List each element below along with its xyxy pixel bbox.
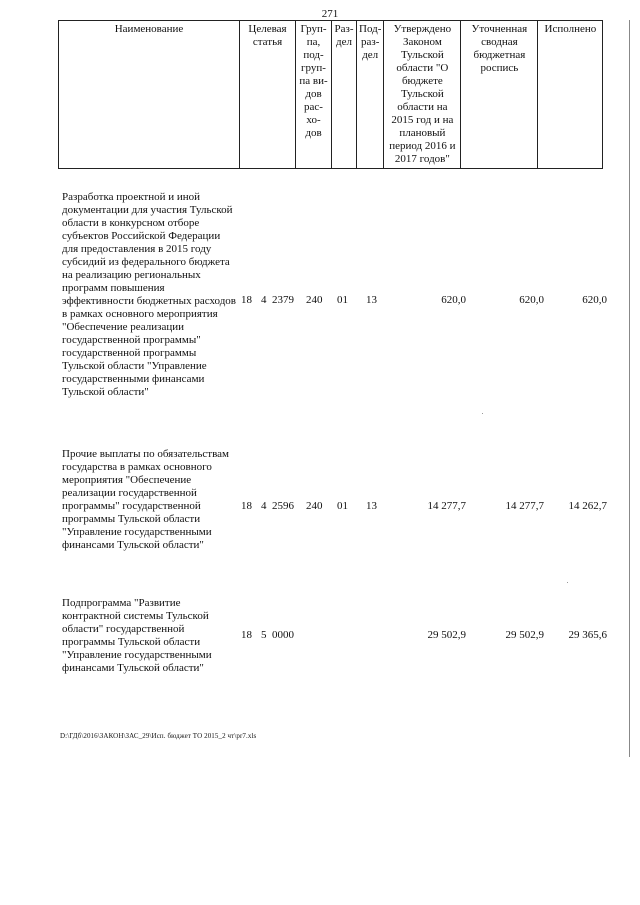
row-refined: 14 277,7 xyxy=(505,500,544,512)
header-group: Груп- па, под- груп- па ви- дов рас- хо- дов xyxy=(296,21,332,169)
scan-speck xyxy=(482,413,483,414)
row-section: 01 xyxy=(337,500,348,512)
header-executed: Исполнено xyxy=(538,21,603,169)
header-subsection: Под- раз- дел xyxy=(357,21,384,169)
row-refined: 29 502,9 xyxy=(505,629,544,641)
row-name: Подпрограмма "Развитие контрактной системы Тульской области" государственной программы Тульской области "Управление государственными финансами Тульской области" xyxy=(62,597,212,674)
header-target: Целевая статья xyxy=(240,21,296,169)
row-name: Разработка проектной и иной документации для участия Тульской области в конкурсном отборе субъектов Российской Федерации для предоставления в 2015 году субсидий из федерального бюджета на реализацию региональных программ повышения эффективности бюджетных расходов в рамках основного мероприятия "Обеспечение реализации государственной программы" государственной программы Тульской области "Управление государственными финансами Тульской области" xyxy=(62,191,237,398)
row-name: Прочие выплаты по обязательствам государства в рамках основного мероприятия "Обеспечение реализации государственной программы" государственной программы Тульской области "Управление государственными финансами Тульской области" xyxy=(62,448,229,551)
row-group: 240 xyxy=(306,500,323,512)
file-path-footer: D:\ГДб\2016\ЗАКОН\ЗАС_29\Исп. бюджет ТО 2015_2 чт\pr7.xls xyxy=(60,732,257,740)
row-group: 240 xyxy=(306,294,323,306)
row-target-b: 4 xyxy=(261,294,267,306)
row-approved: 14 277,7 xyxy=(427,500,466,512)
row-executed: 14 262,7 xyxy=(568,500,607,512)
row-subsection: 13 xyxy=(366,500,377,512)
scan-speck xyxy=(567,582,568,583)
row-target-a: 18 xyxy=(241,500,252,512)
row-approved: 620,0 xyxy=(441,294,466,306)
row-refined: 620,0 xyxy=(519,294,544,306)
page-number: 271 xyxy=(321,8,339,20)
row-target-b: 5 xyxy=(261,629,267,641)
header-name: Наименование xyxy=(59,21,240,169)
row-target-a: 18 xyxy=(241,294,252,306)
row-executed: 29 365,6 xyxy=(568,629,607,641)
row-approved: 29 502,9 xyxy=(427,629,466,641)
scan-edge-line xyxy=(629,20,630,757)
header-section: Раз- дел xyxy=(332,21,357,169)
row-target-c: 0000 xyxy=(272,629,294,641)
row-target-c: 2379 xyxy=(272,294,294,306)
row-target-c: 2596 xyxy=(272,500,294,512)
row-section: 01 xyxy=(337,294,348,306)
header-approved: Утверждено Законом Тульской области "О бюджете Тульской области на 2015 год и на плановый период 2016 и 2017 годов" xyxy=(384,21,461,169)
row-subsection: 13 xyxy=(366,294,377,306)
header-refined: Уточненная сводная бюджетная роспись xyxy=(461,21,538,169)
row-target-a: 18 xyxy=(241,629,252,641)
row-target-b: 4 xyxy=(261,500,267,512)
row-executed: 620,0 xyxy=(582,294,607,306)
